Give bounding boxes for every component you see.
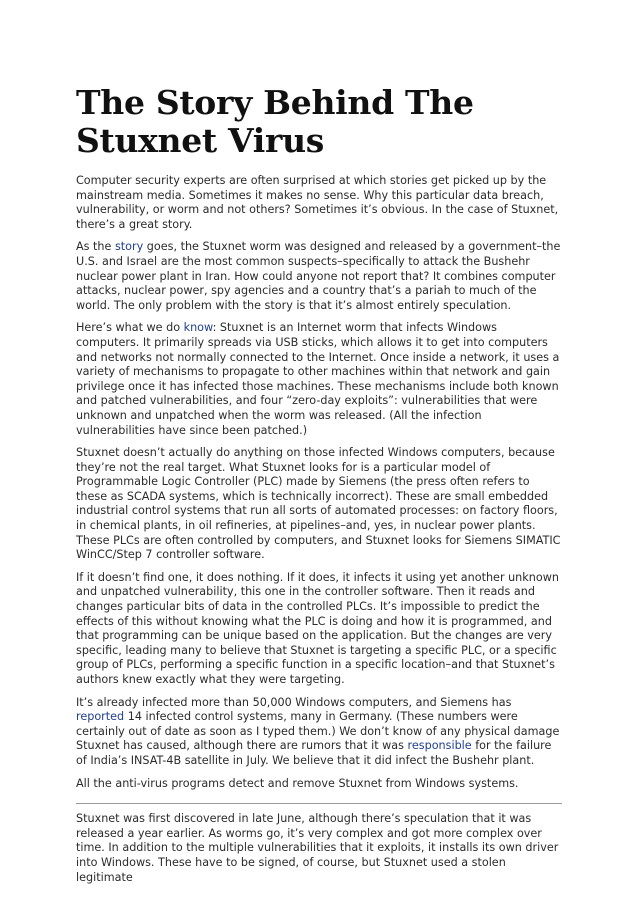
section-divider — [76, 803, 562, 804]
article — [76, 84, 562, 893]
story-link[interactable]: story — [114, 240, 144, 254]
paragraph-story: As the story goes, the Stuxnet worm was designed and released by a government–the U.S. and Israel are the most common suspects–specifically to attack the Bushehr nuclear power plant in Iran. How could anyone not report that? It combines computer attacks, nuclear power, spy agencies and a country that’s a pariah to much of the world. The only problem with the story is that it’s almost entirely speculation. — [76, 240, 561, 312]
paragraph-plc: Stuxnet doesn’t actually do anything on those infected Windows computers, because they’re not the real target. What Stuxnet looks for is a particular model of Programmable Logic Controller (PLC) made by Siemens (the press often refers to these as SCADA systems, which is technically incorrect). These are small embedded industrial control systems that run all sorts of automated processes: on factory floors, in chemical plants, in oil refineries, at pipelines–and, yes, in nuclear power plants. These PLCs are often controlled by computers, and Stuxnet looks for Siemens SIMATIC WinCC/Step 7 controller software. — [76, 446, 561, 562]
paragraph-antivirus: All the anti-virus programs detect and remove Stuxnet from Windows systems. — [76, 776, 519, 790]
paragraph-target: If it doesn’t find one, it does nothing. If it does, it infects it using yet another unknown and unpatched vulnerability, this one in the controller software. Then it reads and changes particular bits of data in the controlled PLCs. It’s impossible to predict the effects of this without knowing what the PLC is doing and how it is programmed, and that programming can be unique based on the application. But the changes are very specific, leading many to believe that Stuxnet is targeting a specific PLC, or a specific group of PLCs, performing a specific function in a specific location–and that Stuxnet’s authors knew exactly what they were targeting. — [76, 570, 559, 686]
title-line-1: The Story Behind The — [76, 83, 474, 122]
page-title — [76, 84, 562, 160]
paragraph-discovery: Stuxnet was first discovered in late June, although there’s speculation that it was released a year earlier. As worms go, it’s very complex and got more complex over time. In addition to the multiple vulnerabilities that it exploits, it installs its own driver into Windows. These have to be signed, of course, but Stuxnet used a stolen legitimate — [76, 812, 559, 884]
paragraph-infections: It’s already infected more than 50,000 Windows computers, and Siemens has reported 14 infected control systems, many in Germany. (These numbers were certainly out of date as soon as I typed them.) We don’t know of any physical damage Stuxnet has caused, although there are rumors that it was responsible for the failure of India’s INSAT-4B satellite in July. We believe that it did infect the Bushehr plant. — [76, 695, 560, 767]
title-line-2: Stuxnet Virus — [76, 121, 325, 160]
paragraph-intro: Computer security experts are often surprised at which stories get picked up by the mainstream media. Sometimes it makes no sense. Why this particular data breach, vulnerability, or worm and not others? Sometimes it’s obvious. In the case of Stuxnet, there’s a great story. — [76, 174, 559, 231]
paragraph-know: Here’s what we do know: Stuxnet is an Internet worm that infects Windows computers. It primarily spreads via USB sticks, which allows it to get into computers and networks not normally connected to the Internet. Once inside a network, it uses a variety of mechanisms to propagate to other machines within that network and gain privilege once it has infected those machines. These mechanisms include both known and patched vulnerabilities, and four “zero-day exploits”: vulnerabilities that were unknown and unpatched when the worm was released. (All the infection vulnerabilities have since been patched.) — [76, 321, 560, 437]
know-link[interactable]: know — [183, 321, 213, 335]
reported-link[interactable]: reported — [76, 710, 125, 724]
responsible-link[interactable]: responsible — [407, 739, 472, 753]
